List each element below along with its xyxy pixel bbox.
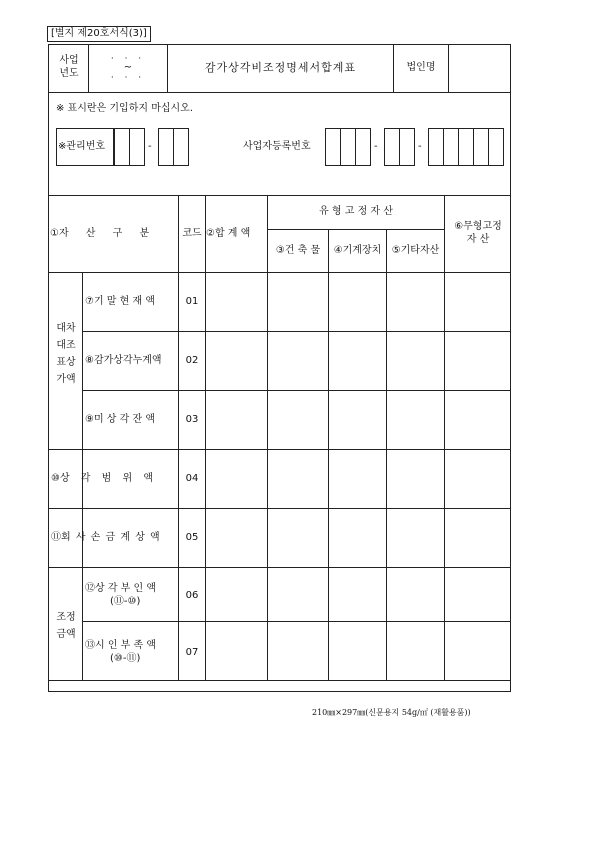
- biz-reg-digit-box[interactable]: [325, 128, 341, 166]
- divider: [267, 229, 444, 230]
- period-start[interactable]: · · ·: [110, 54, 146, 64]
- col-header-other: ⑤기타자산: [391, 245, 440, 256]
- form-title: 감가상각비조정명세서합계표: [204, 61, 357, 74]
- corp-name-label: 법인명: [406, 62, 436, 73]
- divider: [386, 229, 387, 680]
- row-code: 04: [185, 473, 199, 484]
- divider: [48, 567, 511, 568]
- row-label: ⑫상 각 부 인 액: [85, 583, 157, 594]
- group-balance-sheet: [50, 320, 82, 388]
- form-number: [별지 제20호서식(3)]: [47, 26, 151, 42]
- mgmt-digit-box[interactable]: [114, 128, 130, 166]
- row-code: 02: [185, 355, 199, 366]
- divider: [48, 195, 511, 196]
- row-code: 03: [185, 414, 199, 425]
- divider: [205, 195, 206, 680]
- divider: [178, 195, 179, 680]
- col-header-machinery: ④기계장치: [333, 245, 382, 256]
- biz-reg-digit-box[interactable]: [443, 128, 459, 166]
- row-code: 06: [185, 590, 199, 601]
- row-sublabel: (⑩-⑪): [110, 653, 141, 664]
- mgmt-digit-box[interactable]: [173, 128, 189, 166]
- group-line: 가액: [56, 374, 76, 385]
- divider: [82, 390, 511, 391]
- group-line: 대조: [56, 340, 76, 351]
- row-sublabel: (⑪-⑩): [110, 596, 141, 607]
- biz-reg-digit-box[interactable]: [399, 128, 415, 166]
- mgmt-digit-box[interactable]: [158, 128, 174, 166]
- row-label: ⑩상 각 범 위 액: [51, 473, 153, 484]
- biz-reg-digit-box[interactable]: [340, 128, 356, 166]
- row-label: ⑧감가상각누계액: [85, 355, 162, 366]
- biz-reg-digit-box[interactable]: [458, 128, 474, 166]
- row-code: 01: [185, 296, 199, 307]
- col-header-total: ②합 계 액: [206, 228, 251, 239]
- period-end[interactable]: · · ·: [110, 73, 146, 83]
- row-label: ⑨미 상 각 잔 액: [85, 414, 155, 425]
- biz-reg-digit-box[interactable]: [384, 128, 400, 166]
- row-code: 07: [185, 647, 199, 658]
- year-label-1: 사업: [59, 55, 79, 66]
- col-header-tangible: 유 형 고 정 자 산: [319, 206, 393, 217]
- biz-reg-digit-box[interactable]: [473, 128, 489, 166]
- col-header-intangible: ⑥무형고정: [454, 221, 502, 232]
- row-label: ⑬시 인 부 족 액: [85, 640, 157, 651]
- biz-reg-digit-box[interactable]: [355, 128, 371, 166]
- group-line: 금액: [56, 629, 76, 640]
- row-label: ⑪회 사 손 금 계 상 액: [51, 532, 160, 543]
- group-line: 대차: [56, 323, 76, 334]
- divider: [48, 449, 511, 450]
- col-header-intangible-2: 자 산: [466, 234, 490, 245]
- dash: -: [374, 141, 378, 152]
- year-label-2: 년도: [59, 68, 79, 79]
- divider: [82, 621, 511, 622]
- row-code: 05: [185, 532, 199, 543]
- biz-reg-digit-box[interactable]: [488, 128, 504, 166]
- biz-reg-digit-box[interactable]: [428, 128, 444, 166]
- divider: [48, 272, 511, 273]
- col-header-item: ①자 산 구 분: [50, 228, 150, 239]
- corp-name-field[interactable]: [449, 45, 510, 91]
- col-header-code: 코드: [182, 228, 202, 239]
- divider: [82, 331, 511, 332]
- mgmt-number-label: ※관리번호: [58, 141, 106, 152]
- divider: [48, 92, 511, 93]
- col-header-building: ③건 축 물: [275, 245, 321, 256]
- notice-text: ※ 표시란은 기입하지 마십시오.: [56, 103, 194, 114]
- biz-reg-label: 사업자등록번호: [243, 141, 311, 152]
- group-line: 조정: [56, 612, 76, 623]
- group-adjustment: [50, 609, 82, 643]
- divider: [88, 44, 89, 92]
- divider: [48, 508, 511, 509]
- divider: [328, 229, 329, 680]
- mgmt-digit-box[interactable]: [129, 128, 145, 166]
- period-separator: ~: [123, 62, 133, 73]
- paper-spec: 210㎜×297㎜(신문용지 54g/㎡ (재활용품)): [312, 708, 471, 717]
- divider: [444, 195, 445, 680]
- group-line: 표상: [56, 357, 76, 368]
- divider: [267, 195, 268, 680]
- row-label: ⑦기 말 현 재 액: [85, 296, 155, 307]
- dash: -: [148, 141, 152, 152]
- dash: -: [418, 141, 422, 152]
- divider: [48, 680, 511, 681]
